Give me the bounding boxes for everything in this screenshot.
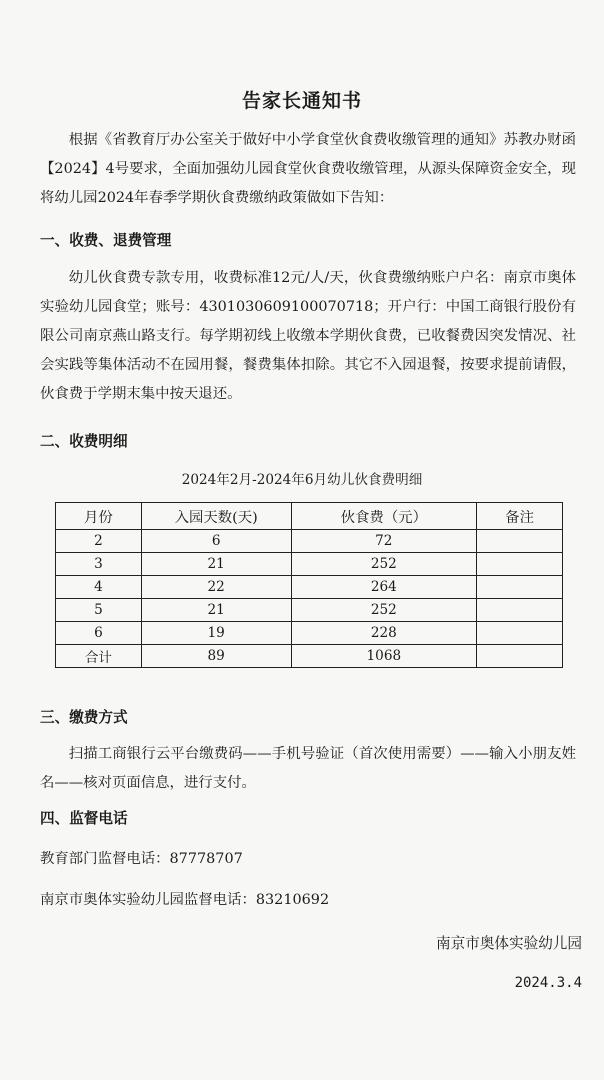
cell-days: 89 bbox=[141, 645, 291, 668]
cell-month: 合计 bbox=[56, 645, 142, 668]
cell-remark bbox=[477, 553, 563, 576]
table-row bbox=[56, 553, 563, 576]
table-row bbox=[56, 530, 563, 553]
cell-month: 2 bbox=[56, 530, 142, 553]
table-row bbox=[56, 599, 563, 622]
table-header-row bbox=[56, 503, 563, 530]
cell-remark bbox=[477, 599, 563, 622]
signature-date: 2024.3.4 bbox=[514, 975, 582, 991]
cell-fee: 72 bbox=[291, 530, 477, 553]
header-month: 月份 bbox=[56, 503, 142, 530]
header-remark: 备注 bbox=[477, 503, 563, 530]
cell-days: 22 bbox=[141, 576, 291, 599]
signature: 南京市奥体实验幼儿园 bbox=[436, 935, 582, 952]
cell-remark bbox=[477, 576, 563, 599]
section3-heading: 三、缴费方式 bbox=[40, 709, 128, 726]
header-fee: 伙食费（元） bbox=[291, 503, 477, 530]
cell-month: 4 bbox=[56, 576, 142, 599]
fee-table bbox=[55, 502, 563, 668]
cell-remark bbox=[477, 622, 563, 645]
kindergarten-phone: 南京市奥体实验幼儿园监督电话：83210692 bbox=[40, 892, 330, 908]
cell-remark bbox=[477, 645, 563, 668]
section4-heading: 四、监督电话 bbox=[40, 810, 128, 827]
section2-heading: 二、收费明细 bbox=[40, 433, 128, 450]
cell-fee: 264 bbox=[291, 576, 477, 599]
cell-fee: 228 bbox=[291, 622, 477, 645]
section1-heading: 一、收费、退费管理 bbox=[40, 232, 172, 249]
cell-fee: 252 bbox=[291, 599, 477, 622]
section1-body: 幼儿伙食费专款专用，收费标准12元/人/天，伙食费缴纳账户户名：南京市奥体实验幼儿园食堂；账号：4301030609100070718；开户行：中国工商银行股份有限公司南京燕山路支行。每学期初线上收缴本学期伙食费，已收餐费因突发情况、社会实践等集体活动不在园用餐，餐费集体扣除。其它不入园退餐，按要求提前请假，伙食费于学期末集中按天退还。 bbox=[40, 270, 576, 402]
cell-days: 21 bbox=[141, 599, 291, 622]
document-title: 告家长通知书 bbox=[241, 90, 362, 112]
cell-days: 6 bbox=[141, 530, 291, 553]
intro-paragraph: 根据《省教育厅办公室关于做好中小学食堂伙食费收缴管理的通知》苏教办财函【2024】4号要求，全面加强幼儿园食堂伙食费收缴管理，从源头保障资金安全，现将幼儿园2024年春季学期伙食费缴纳政策做如下告知： bbox=[40, 132, 576, 206]
cell-days: 21 bbox=[141, 553, 291, 576]
table-caption: 2024年2月-2024年6月幼儿伙食费明细 bbox=[181, 472, 423, 488]
cell-days: 19 bbox=[141, 622, 291, 645]
cell-month: 6 bbox=[56, 622, 142, 645]
section3-body: 扫描工商银行云平台缴费码——手机号验证（首次使用需要）——输入小朋友姓名——核对页面信息，进行支付。 bbox=[40, 746, 576, 791]
table-total-row bbox=[56, 645, 563, 668]
cell-fee: 1068 bbox=[291, 645, 477, 668]
table-row bbox=[56, 576, 563, 599]
header-days: 入园天数(天) bbox=[141, 503, 291, 530]
cell-month: 3 bbox=[56, 553, 142, 576]
education-dept-phone: 教育部门监督电话：87778707 bbox=[40, 851, 243, 867]
cell-fee: 252 bbox=[291, 553, 477, 576]
cell-month: 5 bbox=[56, 599, 142, 622]
cell-remark bbox=[477, 530, 563, 553]
table-row bbox=[56, 622, 563, 645]
